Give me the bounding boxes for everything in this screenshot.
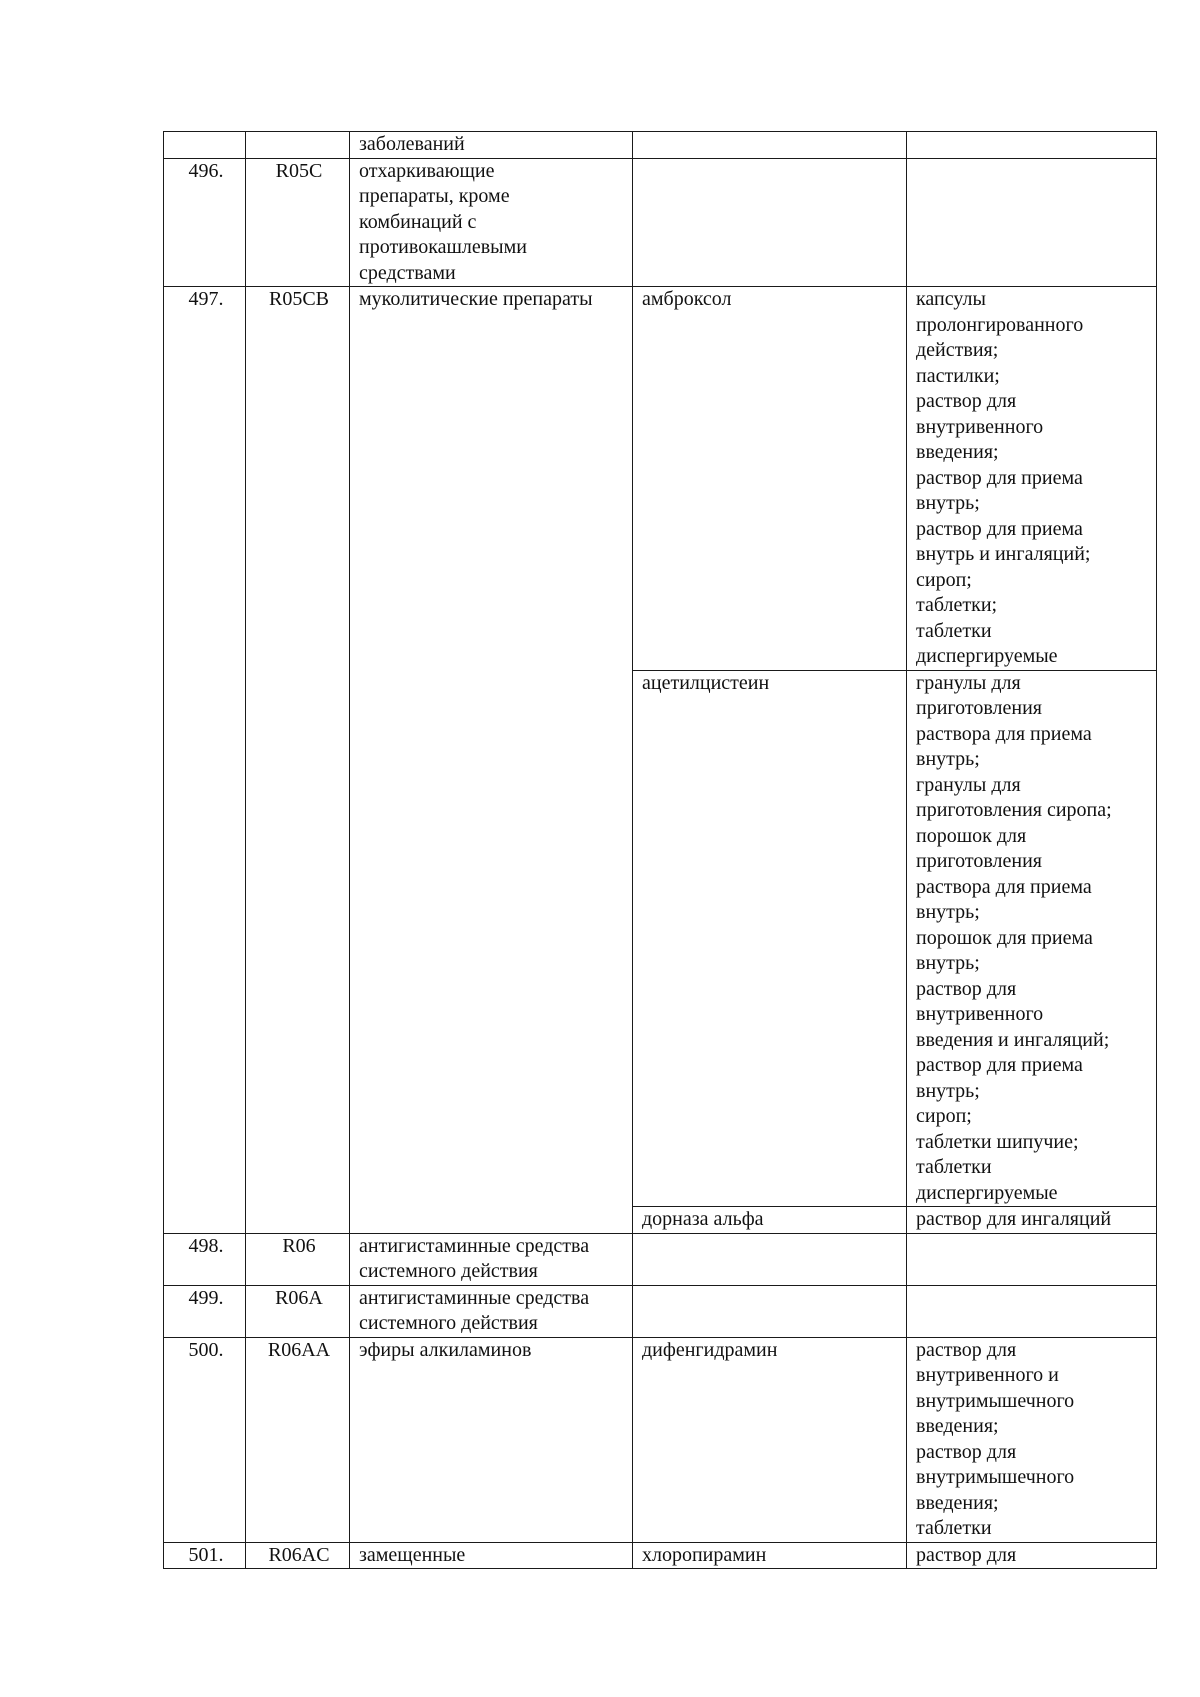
row-number-cell: 497. — [164, 287, 246, 1234]
cell-text-line — [916, 1286, 1150, 1312]
cell-text-line: внутривенного — [916, 1003, 1044, 1025]
cell-text-line: комбинаций с — [359, 210, 477, 233]
cell-text-line: пролонгированного — [916, 313, 1084, 336]
cell-text-line: таблетки шипучие; — [916, 1130, 1079, 1153]
cell-text-line: таблетки; — [916, 594, 998, 616]
cell-text-line: антигистаминные средства — [359, 1234, 590, 1257]
cell-text-line: антигистаминные средства — [359, 1286, 590, 1309]
cell-text-line: внутрь; — [916, 952, 980, 974]
cell-text-line: внутрь и ингаляций; — [916, 543, 1091, 565]
table-row — [164, 1285, 1157, 1337]
cell-text-line: дифенгидрамин — [642, 1338, 778, 1361]
row-number-cell: 499. — [164, 1285, 246, 1337]
table-row — [164, 1542, 1157, 1569]
cell-text-line: системного действия — [359, 1260, 538, 1282]
table-row — [164, 1337, 1157, 1542]
inn-cell — [633, 158, 907, 287]
atc-code-cell: R06 — [246, 1233, 350, 1285]
group-name-cell — [350, 287, 633, 1234]
cell-text-line: внутривенного — [916, 415, 1044, 438]
cell-text-line: отхаркивающие — [359, 159, 495, 182]
inn-cell — [633, 132, 907, 159]
atc-code-cell: R05CB — [246, 287, 350, 1234]
cell-text-line: замещенные — [359, 1543, 466, 1566]
inn-cell — [633, 670, 907, 1207]
group-name-cell — [350, 1542, 633, 1569]
cell-text-line: порошок для — [916, 824, 1027, 847]
group-name-cell — [350, 158, 633, 287]
inn-cell — [633, 1233, 907, 1285]
cell-text-line: хлоропирамин — [642, 1543, 767, 1566]
cell-text-line: таблетки — [916, 619, 992, 642]
cell-text-line: таблетки — [916, 1156, 992, 1178]
dosage-form-cell — [907, 1233, 1157, 1285]
cell-text-line — [642, 1234, 900, 1260]
cell-text-line: муколитические препараты — [359, 288, 593, 310]
cell-text-line: пастилки; — [916, 364, 1000, 387]
cell-text-line: действия; — [916, 339, 999, 361]
cell-text-line: внутрь; — [916, 901, 980, 923]
table-row — [164, 158, 1157, 287]
cell-text-line: эфиры алкиламинов — [359, 1338, 532, 1361]
cell-text-line: раствор для — [916, 1338, 1017, 1361]
cell-text-line: капсулы — [916, 288, 986, 310]
cell-text-line — [642, 159, 900, 185]
atc-code-cell: R06A — [246, 1285, 350, 1337]
cell-text-line: заболеваний — [359, 133, 465, 155]
cell-text-line: раствор для — [916, 1543, 1017, 1566]
cell-text-line: ацетилцистеин — [642, 671, 770, 694]
cell-text-line — [642, 132, 900, 158]
cell-text-line: амброксол — [642, 288, 732, 310]
cell-text-line: таблетки — [916, 1517, 992, 1539]
cell-text-line: противокашлевыми — [359, 236, 527, 258]
cell-text-line: внутримышечного — [916, 1389, 1075, 1412]
table-row — [164, 287, 1157, 671]
dosage-form-cell — [907, 132, 1157, 159]
cell-text-line: внутримышечного — [916, 1466, 1075, 1488]
row-number-cell: 501. — [164, 1542, 246, 1569]
table-row — [164, 1233, 1157, 1285]
atc-code-cell: R06AC — [246, 1542, 350, 1569]
atc-code-cell — [246, 132, 350, 159]
cell-text-line: раствор для — [916, 390, 1017, 412]
cell-text-line: раствор для приема — [916, 517, 1083, 540]
table-row — [164, 132, 1157, 159]
cell-text-line: раствор для приема — [916, 1054, 1083, 1076]
cell-text-line: средствами — [359, 261, 456, 284]
inn-cell — [633, 1285, 907, 1337]
cell-text-line: введения; — [916, 1491, 999, 1514]
row-number-cell: 496. — [164, 158, 246, 287]
cell-text-line: препараты, кроме — [359, 185, 510, 207]
cell-text-line: гранулы для — [916, 671, 1021, 694]
dosage-form-cell — [907, 1337, 1157, 1542]
cell-text-line: внутрь; — [916, 492, 980, 514]
cell-text-line: раствора для приема — [916, 875, 1092, 898]
cell-text-line: раствор для — [916, 1440, 1017, 1463]
cell-text-line: раствор для — [916, 977, 1017, 1000]
cell-text-line: раствор для приема — [916, 466, 1083, 489]
cell-text-line: приготовления — [916, 850, 1042, 872]
dosage-form-cell — [907, 1542, 1157, 1569]
inn-cell — [633, 287, 907, 671]
cell-text-line: внутрь; — [916, 1079, 980, 1102]
cell-text-line: приготовления сиропа; — [916, 799, 1112, 821]
dosage-form-cell — [907, 287, 1157, 671]
cell-text-line — [916, 132, 1150, 158]
group-name-cell — [350, 1285, 633, 1337]
cell-text-line: порошок для приема — [916, 926, 1093, 949]
dosage-form-cell — [907, 670, 1157, 1207]
cell-text-line: дорназа альфа — [642, 1208, 764, 1230]
row-number-cell — [164, 132, 246, 159]
row-number-cell: 500. — [164, 1337, 246, 1542]
inn-cell — [633, 1542, 907, 1569]
group-name-cell — [350, 1337, 633, 1542]
cell-text-line: введения и ингаляций; — [916, 1028, 1110, 1051]
cell-text-line — [916, 1234, 1150, 1260]
cell-text-line: сироп; — [916, 1105, 972, 1127]
dosage-form-cell — [907, 1207, 1157, 1234]
cell-text-line: диспергируемые — [916, 645, 1058, 667]
cell-text-line: введения; — [916, 1415, 999, 1437]
dosage-form-cell — [907, 1285, 1157, 1337]
cell-text-line: приготовления — [916, 697, 1042, 719]
cell-text-line — [642, 1286, 900, 1312]
row-number-cell: 498. — [164, 1233, 246, 1285]
group-name-cell — [350, 132, 633, 159]
cell-text-line: раствор для ингаляций — [916, 1208, 1112, 1230]
cell-text-line: раствора для приема — [916, 722, 1092, 745]
cell-text-line: гранулы для — [916, 773, 1021, 796]
dosage-form-cell — [907, 158, 1157, 287]
inn-cell — [633, 1337, 907, 1542]
group-name-cell — [350, 1233, 633, 1285]
cell-text-line: диспергируемые — [916, 1181, 1058, 1204]
cell-text-line: системного действия — [359, 1312, 538, 1334]
inn-cell — [633, 1207, 907, 1234]
cell-text-line: сироп; — [916, 568, 972, 591]
atc-code-cell: R06AA — [246, 1337, 350, 1542]
atc-code-cell: R05C — [246, 158, 350, 287]
cell-text-line: внутрь; — [916, 748, 980, 770]
cell-text-line: введения; — [916, 441, 999, 463]
drug-list-table — [163, 131, 1157, 1569]
cell-text-line — [916, 159, 1150, 185]
cell-text-line: внутривенного и — [916, 1364, 1059, 1386]
